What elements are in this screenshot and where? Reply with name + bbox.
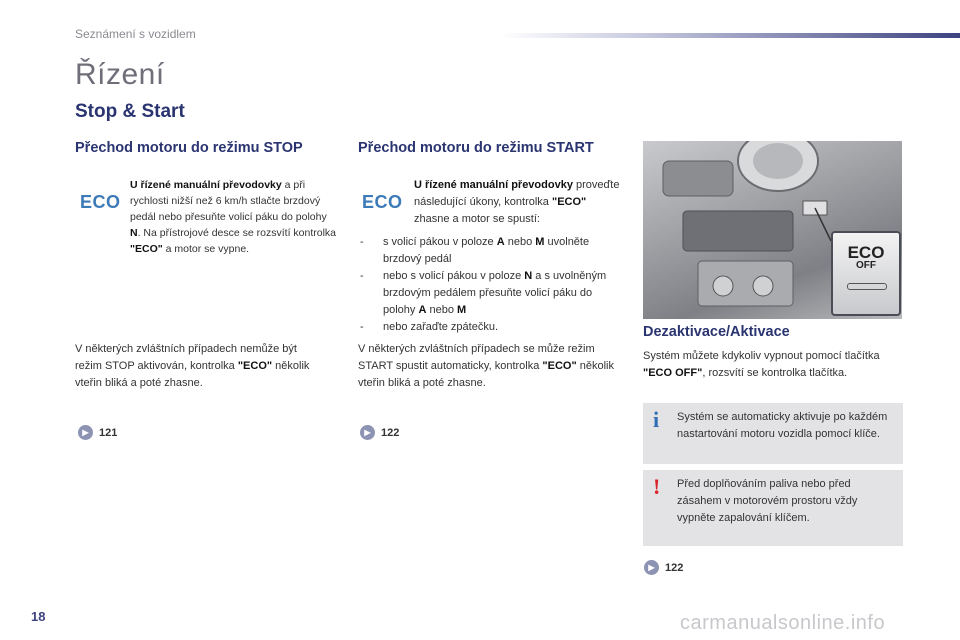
col2-heading: Přechod motoru do režimu START: [358, 140, 594, 156]
eco-off-button-off: OFF: [856, 260, 876, 271]
col3-text: [643, 348, 907, 382]
col1-ref-number: 121: [99, 426, 118, 439]
page-number: 18: [31, 609, 46, 624]
warning-icon: !: [653, 474, 661, 499]
col2-note-eco: "ECO": [542, 360, 577, 372]
col2-page-reference[interactable]: [360, 425, 399, 440]
col2-intro: [414, 177, 620, 228]
col2-intro-eco: "ECO": [551, 196, 587, 208]
col1-heading: Přechod motoru do režimu STOP: [75, 140, 303, 156]
col1-intro: [75, 177, 337, 257]
col3-heading: Dezaktivace/Aktivace: [643, 324, 790, 340]
info-icon: i: [653, 407, 660, 432]
col2-note-text: V některých zvláštních případech se může režim START spustit automaticky, kontrolka: [358, 343, 595, 372]
col2-note-end: několik vteřin bliká a poté zhasne.: [358, 360, 614, 389]
warning-box: [643, 470, 903, 546]
col2-note: [358, 341, 618, 392]
col1-intro-bold: U řízené manuální převodovky: [130, 179, 282, 191]
col2-intro-text: proveďte následující úkony, kontrolka: [414, 179, 620, 208]
col3-page-reference[interactable]: [644, 560, 683, 575]
list-item: - nebo zařaďte zpátečku.: [358, 319, 620, 336]
eco-off-button-eco: ECO: [847, 243, 885, 262]
header-accent-bar: [500, 33, 960, 38]
eco-off-button[interactable]: [831, 231, 901, 316]
col3-ref-number: 122: [665, 561, 684, 574]
eco-off-button-indicator: [847, 283, 887, 290]
col1-block: [75, 140, 337, 157]
col1-intro-eco: "ECO": [130, 243, 163, 255]
col3-block: [643, 324, 903, 341]
header-section-label: Seznámení s vozidlem: [75, 27, 196, 41]
col1-note: [75, 341, 325, 392]
list-item: - nebo s volicí pákou v poloze N a s uvolněným brzdovým pedálem přesuňte volicí páku do polohy A nebo M: [358, 268, 620, 319]
col1-note-text: V některých zvláštních případech nemůže být režim STOP aktivován, kontrolka: [75, 343, 297, 372]
warning-text: Před doplňováním paliva nebo před zásahem v motorovém prostoru vždy vypněte zapalování klíčem.: [677, 478, 858, 524]
col2-intro-bold: U řízené manuální převodovky: [414, 179, 573, 191]
col1-intro-text2: . Na přístrojové desce se rozsvítí kontrolka: [137, 227, 337, 239]
section-title: Stop & Start: [75, 101, 185, 122]
eco-indicator-icon: ECO: [80, 192, 121, 212]
col2-steps-list: [358, 234, 620, 336]
col3-text-pre: Systém můžete kdykoliv vypnout pomocí tlačítka: [643, 350, 880, 362]
dashboard-photo: [643, 141, 902, 319]
watermark: carmanualsonline.info: [680, 612, 886, 634]
info-text: Systém se automaticky aktivuje po každém nastartování motoru vozidla pomocí klíče.: [677, 411, 888, 440]
page-ref-icon: ▶: [78, 425, 93, 440]
col1-page-reference[interactable]: [78, 425, 117, 440]
col1-intro-end: a motor se vypne.: [162, 243, 250, 255]
col2-intro-end: zhasne a motor se spustí:: [414, 213, 540, 225]
col1-intro-text: a při rychlosti nižší než 6 km/h stlačte brzdový pedál nebo přesuňte volicí páku do polohy: [130, 179, 327, 223]
page-title: Řízení: [75, 58, 165, 91]
col1-note-end: několik vteřin bliká a poté zhasne.: [75, 360, 310, 389]
col3-text-post: , rozsvítí se kontrolka tlačítka.: [702, 367, 848, 379]
page-ref-icon: ▶: [644, 560, 659, 575]
col1-intro-n: N: [130, 227, 138, 239]
col2-block: [358, 140, 598, 157]
list-item: - s volicí pákou v poloze A nebo M uvolněte brzdový pedál: [358, 234, 620, 268]
col1-note-eco: "ECO": [237, 360, 273, 372]
eco-indicator-icon: ECO: [362, 192, 403, 212]
col2-ref-number: 122: [381, 426, 400, 439]
col3-text-bold: "ECO OFF": [643, 367, 703, 379]
page-ref-icon: ▶: [360, 425, 375, 440]
info-box: [643, 403, 903, 464]
